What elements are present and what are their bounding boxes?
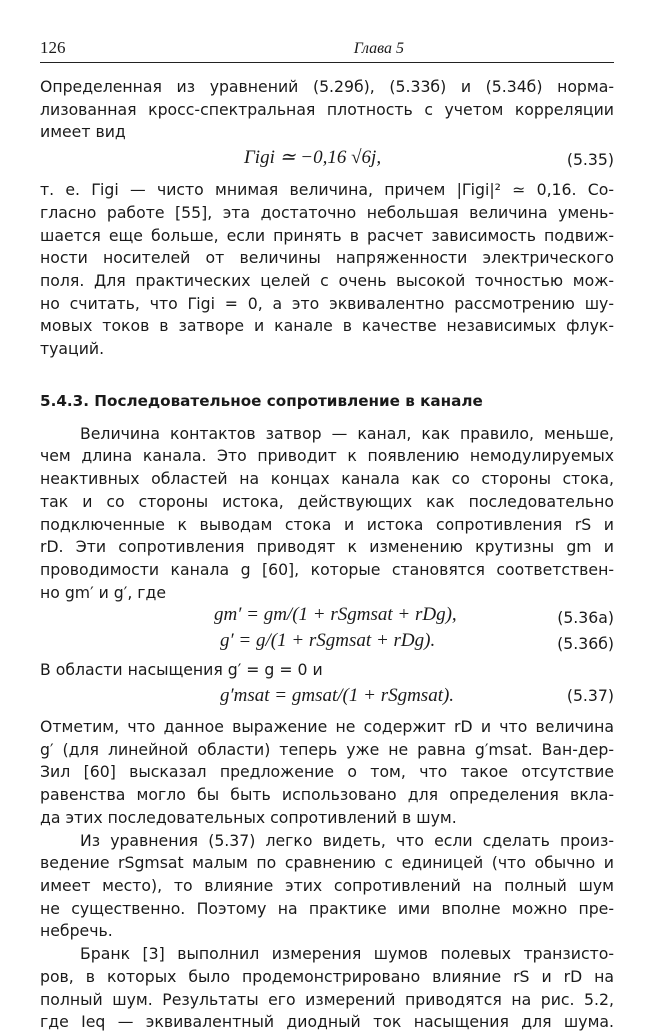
text-line: В области насыщения g′ = g = 0 и <box>40 660 323 680</box>
text-line: лизованная кросс-спектральная плотность с учетом корреляции <box>40 99 614 119</box>
chapter-title: Глава 5 <box>353 40 404 57</box>
equation-number: (5.35) <box>566 150 614 170</box>
text-line: но gm′ и g′, где <box>40 582 167 602</box>
text-line: гласно работе [55], эта достаточно небольшая величина умень- <box>40 202 614 222</box>
running-header <box>40 38 614 60</box>
text-line: имеет вид <box>40 122 126 142</box>
text-line: Определенная из уравнений (5.29б), (5.33б) и (5.34б) норма- <box>40 77 614 96</box>
paragraph-1 <box>40 76 614 144</box>
equation-5-35 <box>40 146 614 176</box>
text-line: подключенные к выводам стока и истока сопротивления rS и <box>40 514 614 534</box>
paragraph-4 <box>40 659 614 682</box>
text-line: ведение rSgmsat малым по сравнению с единицей (что обычно и <box>40 853 614 873</box>
text-line: неактивных областей на концах канала как со стороны стока, <box>40 469 614 489</box>
equation-number: (5.37) <box>566 686 614 706</box>
text-line: туаций. <box>40 339 105 359</box>
text-line: где Ieq — эквивалентный диодный ток насыщения для шума. <box>40 1012 614 1032</box>
text-line: ности носителей от величины напряженности электрического <box>40 248 614 268</box>
book-page <box>40 38 614 1034</box>
text-line: не существенно. Поэтому на практике ими вполне можно пре- <box>40 898 614 918</box>
text-line: поля. Для практических целей с очень высокой точностью мож- <box>40 270 614 290</box>
text-line: ров, в которых было продемонстрировано влияние rS и rD на <box>40 966 614 986</box>
equation-5-36b <box>40 630 614 656</box>
text-line: rD. Эти сопротивления приводят к изменению крутизны gm и <box>40 537 614 557</box>
text-line: но считать, что Γigi = 0, а это эквивалентно рассмотрению шу- <box>40 293 614 313</box>
equation-body: Γigi ≃ −0,16 √6j, <box>244 147 382 169</box>
section-title: 5.4.3. Последовательное сопротивление в канале <box>40 391 483 410</box>
equation-number: (5.36б) <box>557 634 614 654</box>
equation-body: gm′ = gm/(1 + rSgmsat + rDg), <box>214 604 457 626</box>
text-line: Бранк [3] выполнил измерения шумов полевых транзисто- <box>80 944 614 964</box>
equation-5-36a <box>40 604 614 630</box>
text-line: чем длина канала. Это приводит к появлению немодулируемых <box>40 446 614 466</box>
text-line: шается еще больше, если принять в расчет зависимость подвиж- <box>40 225 614 245</box>
text-line: Из уравнения (5.37) легко видеть, что если сделать произ- <box>80 830 614 850</box>
text-line: Отметим, что данное выражение не содержит rD и что величина <box>40 717 614 737</box>
text-line: т. е. Γigi — чисто мнимая величина, причем |Γigi|² ≃ 0,16. Со- <box>40 180 614 200</box>
text-line: мовых токов в затворе и канале в качестве независимых флук- <box>40 316 614 336</box>
text-line: равенства могло бы быть использовано для определения вкла- <box>40 785 614 805</box>
text-line: имеет место), то влияние этих сопротивлений на полный шум <box>40 875 614 895</box>
equation-body: g′msat = gmsat/(1 + rSgmsat). <box>220 685 455 707</box>
text-line: Величина контактов затвор — канал, как правило, меньше, <box>80 423 614 443</box>
paragraph-2 <box>40 179 614 361</box>
text-line: проводимости канала g [60], которые становятся соответствен- <box>40 559 614 579</box>
paragraph-5 <box>40 716 614 830</box>
equation-5-37 <box>40 682 614 712</box>
text-line: полный шум. Результаты его измерений приводятся на рис. 5.2, <box>40 989 614 1009</box>
paragraph-3 <box>40 423 614 605</box>
text-line: небречь. <box>40 921 113 941</box>
text-line: Зил [60] высказал предложение о том, что такое отсутствие <box>40 762 614 782</box>
text-line: так и со стороны истока, действующих как последовательно <box>40 491 614 511</box>
header-rule <box>40 62 614 63</box>
equation-body: g′ = g/(1 + rSgmsat + rDg). <box>220 630 436 652</box>
paragraph-7 <box>40 943 614 1034</box>
equation-number: (5.36а) <box>557 608 614 628</box>
text-line: да этих последовательных сопротивлений в шум. <box>40 807 457 827</box>
text-line: g′ (для линейной области) теперь уже не равна g′msat. Ван-дер- <box>40 739 614 759</box>
paragraph-6 <box>40 830 614 944</box>
page-number: 126 <box>40 38 66 57</box>
